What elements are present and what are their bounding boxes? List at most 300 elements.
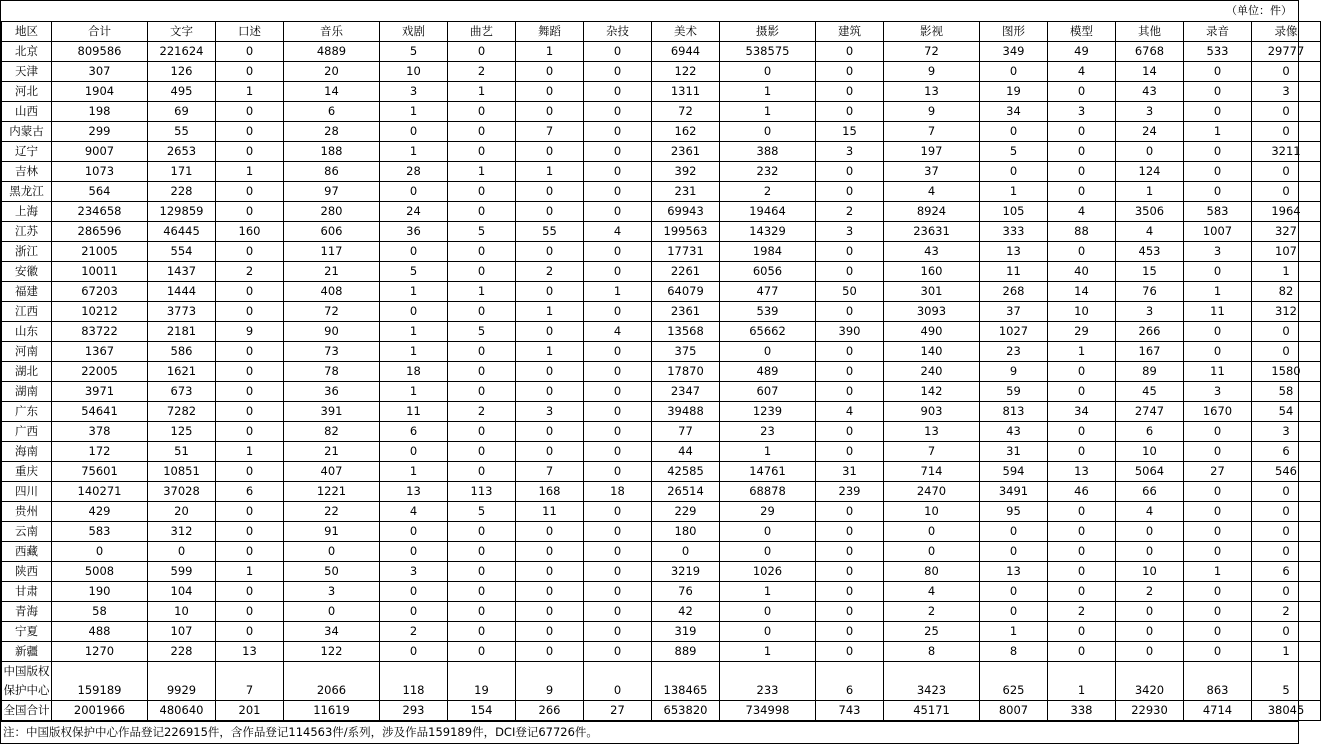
- value-cell[interactable]: 125: [148, 422, 216, 442]
- value-cell[interactable]: 1: [448, 82, 516, 102]
- value-cell[interactable]: 0: [584, 182, 652, 202]
- value-cell[interactable]: 0: [448, 582, 516, 602]
- value-cell[interactable]: 0: [584, 42, 652, 62]
- value-cell[interactable]: 407: [284, 462, 380, 482]
- value-cell[interactable]: 1221: [284, 482, 380, 502]
- value-cell[interactable]: 0: [1116, 602, 1184, 622]
- value-cell[interactable]: 0: [516, 642, 584, 662]
- value-cell[interactable]: 31: [980, 442, 1048, 462]
- value-cell[interactable]: 1026: [720, 562, 816, 582]
- value-cell[interactable]: 9: [216, 322, 284, 342]
- value-cell[interactable]: 7: [216, 662, 284, 701]
- value-cell[interactable]: 0: [584, 302, 652, 322]
- value-cell[interactable]: 0: [816, 182, 884, 202]
- value-cell[interactable]: 6: [1252, 562, 1321, 582]
- value-cell[interactable]: 10: [148, 602, 216, 622]
- value-cell[interactable]: 34: [1048, 402, 1116, 422]
- value-cell[interactable]: 0: [216, 122, 284, 142]
- value-cell[interactable]: 0: [284, 542, 380, 562]
- value-cell[interactable]: 23: [980, 342, 1048, 362]
- value-cell[interactable]: 4: [1116, 222, 1184, 242]
- value-cell[interactable]: 31: [816, 462, 884, 482]
- value-cell[interactable]: 54: [1252, 402, 1321, 422]
- value-cell[interactable]: 0: [1116, 622, 1184, 642]
- value-cell[interactable]: 0: [1184, 582, 1252, 602]
- value-cell[interactable]: 0: [380, 642, 448, 662]
- value-cell[interactable]: 3423: [884, 662, 980, 701]
- value-cell[interactable]: 73: [284, 342, 380, 362]
- value-cell[interactable]: 0: [816, 582, 884, 602]
- value-cell[interactable]: 1239: [720, 402, 816, 422]
- value-cell[interactable]: 69943: [652, 202, 720, 222]
- value-cell[interactable]: 0: [816, 82, 884, 102]
- value-cell[interactable]: 66: [1116, 482, 1184, 502]
- value-cell[interactable]: 3: [1252, 422, 1321, 442]
- value-cell[interactable]: 0: [1252, 542, 1321, 562]
- value-cell[interactable]: 0: [816, 542, 884, 562]
- value-cell[interactable]: 1: [720, 82, 816, 102]
- value-cell[interactable]: 167: [1116, 342, 1184, 362]
- value-cell[interactable]: 6768: [1116, 42, 1184, 62]
- region-cell[interactable]: 福建: [2, 282, 52, 302]
- value-cell[interactable]: 0: [1184, 542, 1252, 562]
- value-cell[interactable]: 0: [448, 202, 516, 222]
- region-cell[interactable]: 贵州: [2, 502, 52, 522]
- value-cell[interactable]: 1: [1184, 282, 1252, 302]
- value-cell[interactable]: 72: [284, 302, 380, 322]
- value-cell[interactable]: 734998: [720, 701, 816, 721]
- value-cell[interactable]: 4: [584, 322, 652, 342]
- value-cell[interactable]: 7: [516, 122, 584, 142]
- value-cell[interactable]: 14: [1048, 282, 1116, 302]
- value-cell[interactable]: 4: [584, 222, 652, 242]
- value-cell[interactable]: 0: [1116, 142, 1184, 162]
- value-cell[interactable]: 7: [884, 442, 980, 462]
- value-cell[interactable]: 8007: [980, 701, 1048, 721]
- value-cell[interactable]: 4: [1116, 502, 1184, 522]
- value-cell[interactable]: 5: [380, 262, 448, 282]
- value-cell[interactable]: 4: [816, 402, 884, 422]
- value-cell[interactable]: 0: [1048, 182, 1116, 202]
- value-cell[interactable]: 0: [584, 662, 652, 701]
- value-cell[interactable]: 37: [884, 162, 980, 182]
- value-cell[interactable]: 0: [516, 562, 584, 582]
- region-cell[interactable]: 新疆: [2, 642, 52, 662]
- value-cell[interactable]: 391: [284, 402, 380, 422]
- value-cell[interactable]: 0: [516, 542, 584, 562]
- value-cell[interactable]: 198: [52, 102, 148, 122]
- value-cell[interactable]: 9: [884, 62, 980, 82]
- value-cell[interactable]: 7: [516, 462, 584, 482]
- value-cell[interactable]: 28: [284, 122, 380, 142]
- value-cell[interactable]: 117: [284, 242, 380, 262]
- value-cell[interactable]: 312: [148, 522, 216, 542]
- value-cell[interactable]: 231: [652, 182, 720, 202]
- value-cell[interactable]: 0: [516, 142, 584, 162]
- value-cell[interactable]: 14: [284, 82, 380, 102]
- value-cell[interactable]: 1: [380, 322, 448, 342]
- value-cell[interactable]: 0: [584, 122, 652, 142]
- region-cell[interactable]: 浙江: [2, 242, 52, 262]
- value-cell[interactable]: 1: [516, 162, 584, 182]
- value-cell[interactable]: 533: [1184, 42, 1252, 62]
- value-cell[interactable]: 46: [1048, 482, 1116, 502]
- value-cell[interactable]: 1: [448, 282, 516, 302]
- value-cell[interactable]: 312: [1252, 302, 1321, 322]
- value-cell[interactable]: 0: [584, 362, 652, 382]
- value-cell[interactable]: 0: [1184, 322, 1252, 342]
- value-cell[interactable]: 0: [216, 622, 284, 642]
- column-header[interactable]: 地区: [2, 22, 52, 42]
- value-cell[interactable]: 95: [980, 502, 1048, 522]
- value-cell[interactable]: 154: [448, 701, 516, 721]
- value-cell[interactable]: 0: [216, 302, 284, 322]
- value-cell[interactable]: 307: [52, 62, 148, 82]
- value-cell[interactable]: 54641: [52, 402, 148, 422]
- value-cell[interactable]: 234658: [52, 202, 148, 222]
- value-cell[interactable]: 11: [380, 402, 448, 422]
- value-cell[interactable]: 0: [380, 442, 448, 462]
- value-cell[interactable]: 0: [816, 342, 884, 362]
- value-cell[interactable]: 0: [584, 82, 652, 102]
- value-cell[interactable]: 43: [1116, 82, 1184, 102]
- value-cell[interactable]: 1: [380, 282, 448, 302]
- value-cell[interactable]: 0: [516, 422, 584, 442]
- value-cell[interactable]: 6: [216, 482, 284, 502]
- value-cell[interactable]: 607: [720, 382, 816, 402]
- value-cell[interactable]: 5: [448, 222, 516, 242]
- value-cell[interactable]: 606: [284, 222, 380, 242]
- region-cell[interactable]: 河北: [2, 82, 52, 102]
- value-cell[interactable]: 6: [1116, 422, 1184, 442]
- region-cell[interactable]: 北京: [2, 42, 52, 62]
- value-cell[interactable]: 0: [584, 602, 652, 622]
- value-cell[interactable]: 0: [216, 462, 284, 482]
- value-cell[interactable]: 113: [448, 482, 516, 502]
- value-cell[interactable]: 3: [816, 142, 884, 162]
- value-cell[interactable]: 0: [980, 122, 1048, 142]
- value-cell[interactable]: 2747: [1116, 402, 1184, 422]
- value-cell[interactable]: 118: [380, 662, 448, 701]
- value-cell[interactable]: 20: [148, 502, 216, 522]
- value-cell[interactable]: 0: [380, 542, 448, 562]
- value-cell[interactable]: 38045: [1252, 701, 1321, 721]
- value-cell[interactable]: 0: [1184, 262, 1252, 282]
- value-cell[interactable]: 140: [884, 342, 980, 362]
- region-cell[interactable]: 广东: [2, 402, 52, 422]
- value-cell[interactable]: 0: [584, 62, 652, 82]
- value-cell[interactable]: 0: [216, 362, 284, 382]
- value-cell[interactable]: 21: [284, 442, 380, 462]
- value-cell[interactable]: 293: [380, 701, 448, 721]
- value-cell[interactable]: 89: [1116, 362, 1184, 382]
- value-cell[interactable]: 0: [1048, 542, 1116, 562]
- value-cell[interactable]: 2470: [884, 482, 980, 502]
- value-cell[interactable]: 0: [584, 162, 652, 182]
- value-cell[interactable]: 0: [584, 242, 652, 262]
- value-cell[interactable]: 0: [516, 322, 584, 342]
- value-cell[interactable]: 19464: [720, 202, 816, 222]
- value-cell[interactable]: 0: [216, 522, 284, 542]
- value-cell[interactable]: 42585: [652, 462, 720, 482]
- value-cell[interactable]: 5: [1252, 662, 1321, 701]
- value-cell[interactable]: 0: [216, 542, 284, 562]
- value-cell[interactable]: 0: [980, 522, 1048, 542]
- value-cell[interactable]: 0: [1184, 482, 1252, 502]
- value-cell[interactable]: 0: [216, 102, 284, 122]
- region-cell[interactable]: 天津: [2, 62, 52, 82]
- value-cell[interactable]: 4: [884, 182, 980, 202]
- value-cell[interactable]: 0: [1184, 182, 1252, 202]
- value-cell[interactable]: 0: [816, 442, 884, 462]
- value-cell[interactable]: 0: [816, 102, 884, 122]
- value-cell[interactable]: 0: [380, 582, 448, 602]
- value-cell[interactable]: 22930: [1116, 701, 1184, 721]
- value-cell[interactable]: 55: [148, 122, 216, 142]
- value-cell[interactable]: 714: [884, 462, 980, 482]
- value-cell[interactable]: 67203: [52, 282, 148, 302]
- column-header[interactable]: 图形: [980, 22, 1048, 42]
- value-cell[interactable]: 268: [980, 282, 1048, 302]
- value-cell[interactable]: 2: [884, 602, 980, 622]
- value-cell[interactable]: 0: [516, 522, 584, 542]
- value-cell[interactable]: 24: [1116, 122, 1184, 142]
- value-cell[interactable]: 34: [980, 102, 1048, 122]
- value-cell[interactable]: 168: [516, 482, 584, 502]
- value-cell[interactable]: 0: [380, 242, 448, 262]
- value-cell[interactable]: 228: [148, 642, 216, 662]
- value-cell[interactable]: 3: [1116, 302, 1184, 322]
- value-cell[interactable]: 58: [52, 602, 148, 622]
- value-cell[interactable]: 124: [1116, 162, 1184, 182]
- value-cell[interactable]: 0: [52, 542, 148, 562]
- value-cell[interactable]: 0: [448, 42, 516, 62]
- value-cell[interactable]: 1: [216, 562, 284, 582]
- value-cell[interactable]: 11: [1184, 302, 1252, 322]
- value-cell[interactable]: 0: [448, 462, 516, 482]
- region-cell[interactable]: 黑龙江: [2, 182, 52, 202]
- value-cell[interactable]: 0: [816, 262, 884, 282]
- column-header[interactable]: 建筑: [816, 22, 884, 42]
- value-cell[interactable]: 3093: [884, 302, 980, 322]
- value-cell[interactable]: 26514: [652, 482, 720, 502]
- column-header[interactable]: 舞蹈: [516, 22, 584, 42]
- value-cell[interactable]: 1: [1252, 642, 1321, 662]
- value-cell[interactable]: 160: [884, 262, 980, 282]
- value-cell[interactable]: 673: [148, 382, 216, 402]
- value-cell[interactable]: 0: [216, 342, 284, 362]
- value-cell[interactable]: 2181: [148, 322, 216, 342]
- value-cell[interactable]: 0: [516, 202, 584, 222]
- value-cell[interactable]: 0: [216, 182, 284, 202]
- value-cell[interactable]: 1: [980, 622, 1048, 642]
- value-cell[interactable]: 0: [584, 502, 652, 522]
- region-cell[interactable]: 江苏: [2, 222, 52, 242]
- value-cell[interactable]: 240: [884, 362, 980, 382]
- value-cell[interactable]: 0: [516, 442, 584, 462]
- value-cell[interactable]: 13: [884, 422, 980, 442]
- value-cell[interactable]: 390: [816, 322, 884, 342]
- value-cell[interactable]: 3420: [1116, 662, 1184, 701]
- value-cell[interactable]: 0: [148, 542, 216, 562]
- value-cell[interactable]: 863: [1184, 662, 1252, 701]
- value-cell[interactable]: 2066: [284, 662, 380, 701]
- value-cell[interactable]: 0: [1184, 502, 1252, 522]
- value-cell[interactable]: 0: [1252, 342, 1321, 362]
- value-cell[interactable]: 1: [380, 102, 448, 122]
- value-cell[interactable]: 8: [884, 642, 980, 662]
- value-cell[interactable]: 0: [980, 162, 1048, 182]
- value-cell[interactable]: 1437: [148, 262, 216, 282]
- value-cell[interactable]: 201: [216, 701, 284, 721]
- value-cell[interactable]: 14329: [720, 222, 816, 242]
- value-cell[interactable]: 0: [816, 602, 884, 622]
- value-cell[interactable]: 0: [448, 242, 516, 262]
- value-cell[interactable]: 14761: [720, 462, 816, 482]
- value-cell[interactable]: 1073: [52, 162, 148, 182]
- value-cell[interactable]: 0: [1048, 82, 1116, 102]
- value-cell[interactable]: 0: [448, 262, 516, 282]
- value-cell[interactable]: 495: [148, 82, 216, 102]
- value-cell[interactable]: 0: [216, 602, 284, 622]
- value-cell[interactable]: 0: [284, 602, 380, 622]
- value-cell[interactable]: 0: [1184, 622, 1252, 642]
- value-cell[interactable]: 0: [980, 542, 1048, 562]
- value-cell[interactable]: 23: [720, 422, 816, 442]
- value-cell[interactable]: 0: [1116, 542, 1184, 562]
- value-cell[interactable]: 1904: [52, 82, 148, 102]
- value-cell[interactable]: 11: [516, 502, 584, 522]
- region-cell[interactable]: 宁夏: [2, 622, 52, 642]
- value-cell[interactable]: 0: [816, 362, 884, 382]
- value-cell[interactable]: 0: [1184, 142, 1252, 162]
- value-cell[interactable]: 0: [1048, 162, 1116, 182]
- value-cell[interactable]: 2: [1116, 582, 1184, 602]
- region-cell[interactable]: 湖北: [2, 362, 52, 382]
- value-cell[interactable]: 0: [1184, 442, 1252, 462]
- value-cell[interactable]: 2361: [652, 302, 720, 322]
- value-cell[interactable]: 3971: [52, 382, 148, 402]
- value-cell[interactable]: 76: [1116, 282, 1184, 302]
- value-cell[interactable]: 0: [1252, 622, 1321, 642]
- value-cell[interactable]: 24: [380, 202, 448, 222]
- value-cell[interactable]: 0: [884, 522, 980, 542]
- value-cell[interactable]: 453: [1116, 242, 1184, 262]
- column-header[interactable]: 曲艺: [448, 22, 516, 42]
- value-cell[interactable]: 0: [216, 502, 284, 522]
- region-cell[interactable]: 西藏: [2, 542, 52, 562]
- value-cell[interactable]: 3: [380, 562, 448, 582]
- value-cell[interactable]: 0: [816, 62, 884, 82]
- value-cell[interactable]: 488: [52, 622, 148, 642]
- value-cell[interactable]: 122: [284, 642, 380, 662]
- value-cell[interactable]: 3: [1048, 102, 1116, 122]
- value-cell[interactable]: 83722: [52, 322, 148, 342]
- value-cell[interactable]: 13: [980, 242, 1048, 262]
- region-cell[interactable]: 辽宁: [2, 142, 52, 162]
- value-cell[interactable]: 10: [1116, 442, 1184, 462]
- value-cell[interactable]: 564: [52, 182, 148, 202]
- value-cell[interactable]: 0: [516, 242, 584, 262]
- value-cell[interactable]: 2: [816, 202, 884, 222]
- value-cell[interactable]: 42: [652, 602, 720, 622]
- value-cell[interactable]: 0: [448, 362, 516, 382]
- value-cell[interactable]: 14: [1116, 62, 1184, 82]
- value-cell[interactable]: 5008: [52, 562, 148, 582]
- value-cell[interactable]: 0: [816, 522, 884, 542]
- value-cell[interactable]: 583: [52, 522, 148, 542]
- value-cell[interactable]: 1311: [652, 82, 720, 102]
- value-cell[interactable]: 4: [884, 582, 980, 602]
- value-cell[interactable]: 0: [1184, 642, 1252, 662]
- value-cell[interactable]: 0: [448, 142, 516, 162]
- value-cell[interactable]: 21: [284, 262, 380, 282]
- value-cell[interactable]: 0: [448, 602, 516, 622]
- value-cell[interactable]: 3: [1184, 382, 1252, 402]
- value-cell[interactable]: 7282: [148, 402, 216, 422]
- value-cell[interactable]: 72: [652, 102, 720, 122]
- value-cell[interactable]: 0: [216, 582, 284, 602]
- value-cell[interactable]: 2653: [148, 142, 216, 162]
- region-cell[interactable]: 中国版权保护中心: [2, 662, 52, 701]
- value-cell[interactable]: 45: [1116, 382, 1184, 402]
- value-cell[interactable]: 2: [720, 182, 816, 202]
- value-cell[interactable]: 0: [216, 202, 284, 222]
- value-cell[interactable]: 0: [1252, 322, 1321, 342]
- value-cell[interactable]: 0: [448, 542, 516, 562]
- value-cell[interactable]: 0: [1252, 182, 1321, 202]
- region-cell[interactable]: 全国合计: [2, 701, 52, 721]
- value-cell[interactable]: 1: [720, 642, 816, 662]
- value-cell[interactable]: 172: [52, 442, 148, 462]
- value-cell[interactable]: 429: [52, 502, 148, 522]
- value-cell[interactable]: 375: [652, 342, 720, 362]
- value-cell[interactable]: 37028: [148, 482, 216, 502]
- value-cell[interactable]: 2: [516, 262, 584, 282]
- value-cell[interactable]: 0: [516, 182, 584, 202]
- value-cell[interactable]: 6: [284, 102, 380, 122]
- value-cell[interactable]: 1: [448, 162, 516, 182]
- column-header[interactable]: 杂技: [584, 22, 652, 42]
- value-cell[interactable]: 0: [448, 622, 516, 642]
- value-cell[interactable]: 0: [448, 382, 516, 402]
- value-cell[interactable]: 0: [584, 402, 652, 422]
- value-cell[interactable]: 554: [148, 242, 216, 262]
- value-cell[interactable]: 0: [584, 442, 652, 462]
- value-cell[interactable]: 58: [1252, 382, 1321, 402]
- value-cell[interactable]: 2: [1252, 602, 1321, 622]
- value-cell[interactable]: 0: [216, 42, 284, 62]
- value-cell[interactable]: 0: [584, 582, 652, 602]
- value-cell[interactable]: 1027: [980, 322, 1048, 342]
- value-cell[interactable]: 0: [516, 62, 584, 82]
- value-cell[interactable]: 0: [1116, 642, 1184, 662]
- value-cell[interactable]: 3219: [652, 562, 720, 582]
- value-cell[interactable]: 1: [1048, 662, 1116, 701]
- value-cell[interactable]: 3: [284, 582, 380, 602]
- value-cell[interactable]: 0: [584, 462, 652, 482]
- value-cell[interactable]: 1444: [148, 282, 216, 302]
- value-cell[interactable]: 36: [284, 382, 380, 402]
- value-cell[interactable]: 0: [816, 422, 884, 442]
- region-cell[interactable]: 山西: [2, 102, 52, 122]
- value-cell[interactable]: 0: [584, 342, 652, 362]
- value-cell[interactable]: 1964: [1252, 202, 1321, 222]
- value-cell[interactable]: 4: [380, 502, 448, 522]
- column-header[interactable]: 录像: [1252, 22, 1321, 42]
- value-cell[interactable]: 299: [52, 122, 148, 142]
- value-cell[interactable]: 21005: [52, 242, 148, 262]
